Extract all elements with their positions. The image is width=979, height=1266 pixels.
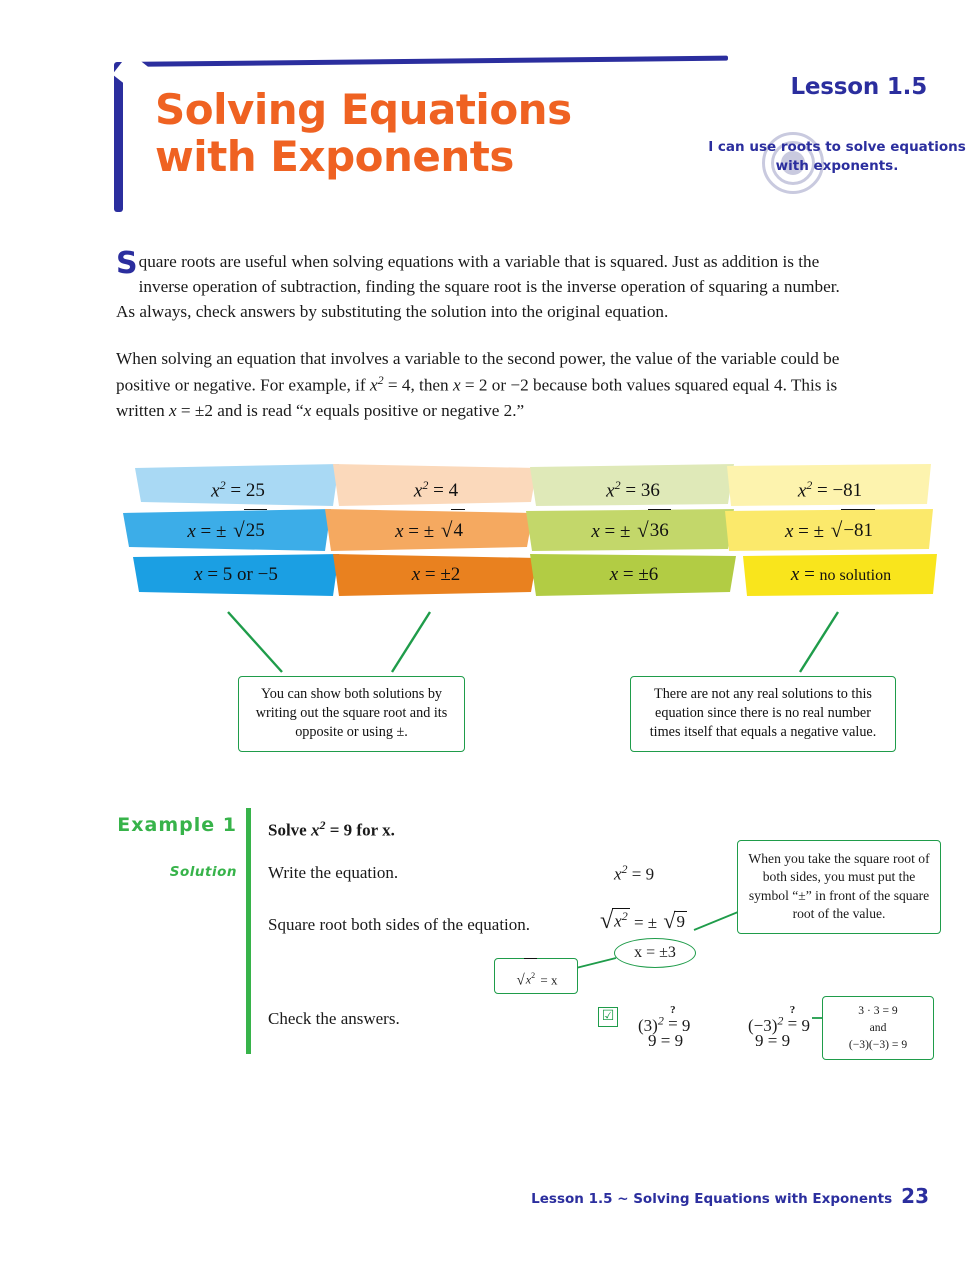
banner-row-bot: x = ±6 [528,554,740,596]
p2-g: = ±2 and is read “ [176,400,304,420]
banner-row-top: $x^2 = 36$ [528,464,738,506]
banner-3-eq: = 36 [625,480,660,502]
side-note-line-1: 3 · 3 = 9 [858,1004,898,1017]
banner-1-solution: = 5 or −5 [207,564,278,585]
page-title: Solving Equations with Exponents [155,85,572,182]
step-3-text: Check the answers. [268,1009,400,1028]
check-a: $(3)^2$ ? = 9 [638,1004,691,1035]
banner-4-solution: no solution [819,567,892,584]
header-rule [118,56,728,67]
p2-var3: x [168,400,177,420]
page-number: 23 [901,1184,929,1208]
banner-row-bot: x = ±2 [331,554,541,596]
p2-c: = 4, then [383,375,453,395]
math-line-1: $x^2 = 9$ [614,862,655,884]
banner-row-top: $x^2 = 4$ [331,464,541,506]
banner-4-radicand: −81 [841,509,875,552]
math-line-2-rhs: = ± [633,913,658,932]
i-can-statement: I can use roots to solve equations with exponents. [708,139,966,175]
intro-paragraph [116,246,852,325]
prompt-prefix: Solve [268,820,311,840]
example-prompt: Solve $x^2 = 9$ for x. [268,818,395,840]
p2-var2: x [452,375,461,395]
banner-2-eq: = 4 [433,480,459,502]
banner-row-top: $x^2 = -81$ [725,464,935,506]
side-note-line-3: (−3)(−3) = 9 [848,1037,908,1051]
banner-3-radicand: 36 [648,509,671,552]
footer-text: Lesson 1.5 ~ Solving Equations with Exponents [531,1191,893,1207]
drop-cap: S [116,246,138,281]
page-footer [531,1184,929,1208]
side-note-line-2: and [869,1020,887,1034]
check-a-result: 9 = 9 [648,1031,684,1050]
tip-box: When you take the square root of both sides, you must put the symbol “±” in front of the square root of the value. [737,840,941,934]
small-note-box: $√x^2 = x$ [494,958,578,994]
p2-var1: x [369,375,378,395]
question-mark-b: ? [789,1004,796,1016]
banner-group-4 [725,464,935,599]
banner-2-solution: = ±2 [424,564,461,585]
small-note-text: = x [540,972,558,988]
banner-group-2 [331,464,541,599]
banner-4-eq: = −81 [817,480,863,502]
banner-row-top: $x^2 = 25$ [133,464,343,506]
banner-row-bot: x = 5 or −5 [129,554,343,596]
p2-var4: x [303,400,312,420]
oval-answer: x = ±3 [614,938,696,968]
example-label: Example 1 [117,814,237,836]
callout-right: There are not any real solutions to this equation since there is no real number times itself that equals a negative value. [630,676,896,752]
banner-group-3 [528,464,738,599]
second-paragraph: When solving an equation that involves a variable to the second power, the value of the variable could be positive or negative. For example, if $x^2 = 4$, then x = 2 or −2 because both values squared equal 4. This is written x = ±2 and is read “x equals positive or negative 2.” [116,349,840,420]
callout-left: You can show both solutions by writing out the square root and its opposite or using ±. [238,676,465,752]
p2-i: equals positive or negative 2.” [311,400,525,420]
banner-1-radicand: 25 [244,509,267,552]
banner-row-mid: x = ± √−81 [723,509,937,551]
banner-row-mid: x = ± √36 [524,509,738,551]
banner-1-eq: = 25 [230,480,265,502]
math-line-1-rhs: = 9 [631,864,655,884]
banner-3-solution: = ±6 [622,564,659,585]
p2-a: When solving an equation that involves a variable to the second power, the value of the variable could be positive or negative. For example, if [116,349,840,395]
p2-e: = 2 or −2 because both values squared equal 4. This is written [116,375,838,420]
intro-paragraph-text: quare roots are useful when solving equations with a variable that is squared. Just as addition is the inverse operation of subtraction, finding the square root is the inverse operation of squaring a number. As always, check answers by substituting the solution into the original equation. [116,252,840,321]
banner-row-bot: x = no solution [741,554,941,596]
math-line-2: $√x^2$ = ± √9 [600,908,685,934]
banner-2-radicand: 4 [451,509,465,552]
banner-row-mid: x = ± √25 [119,509,335,551]
check-b-result: 9 = 9 [755,1031,791,1050]
side-note-box [822,996,934,1060]
question-mark-a: ? [670,1004,676,1016]
math-line-2-radicand: 9 [676,912,685,931]
header-accent-bar [114,62,123,212]
check-icon: ☑ [598,1007,618,1027]
lesson-number: Lesson 1.5 [790,74,927,100]
example-accent-bar [246,808,251,1054]
check-b: $(-3)^2$ ? = 9 [748,1004,811,1035]
solution-label: Solution [169,864,237,880]
prompt-suffix: for x. [352,820,395,840]
banner-group-1 [133,464,343,599]
banner-row-mid: x = ± √4 [323,509,537,551]
step-2-text: Square root both sides of the equation. [268,915,531,934]
step-1-text: Write the equation. [268,863,399,882]
